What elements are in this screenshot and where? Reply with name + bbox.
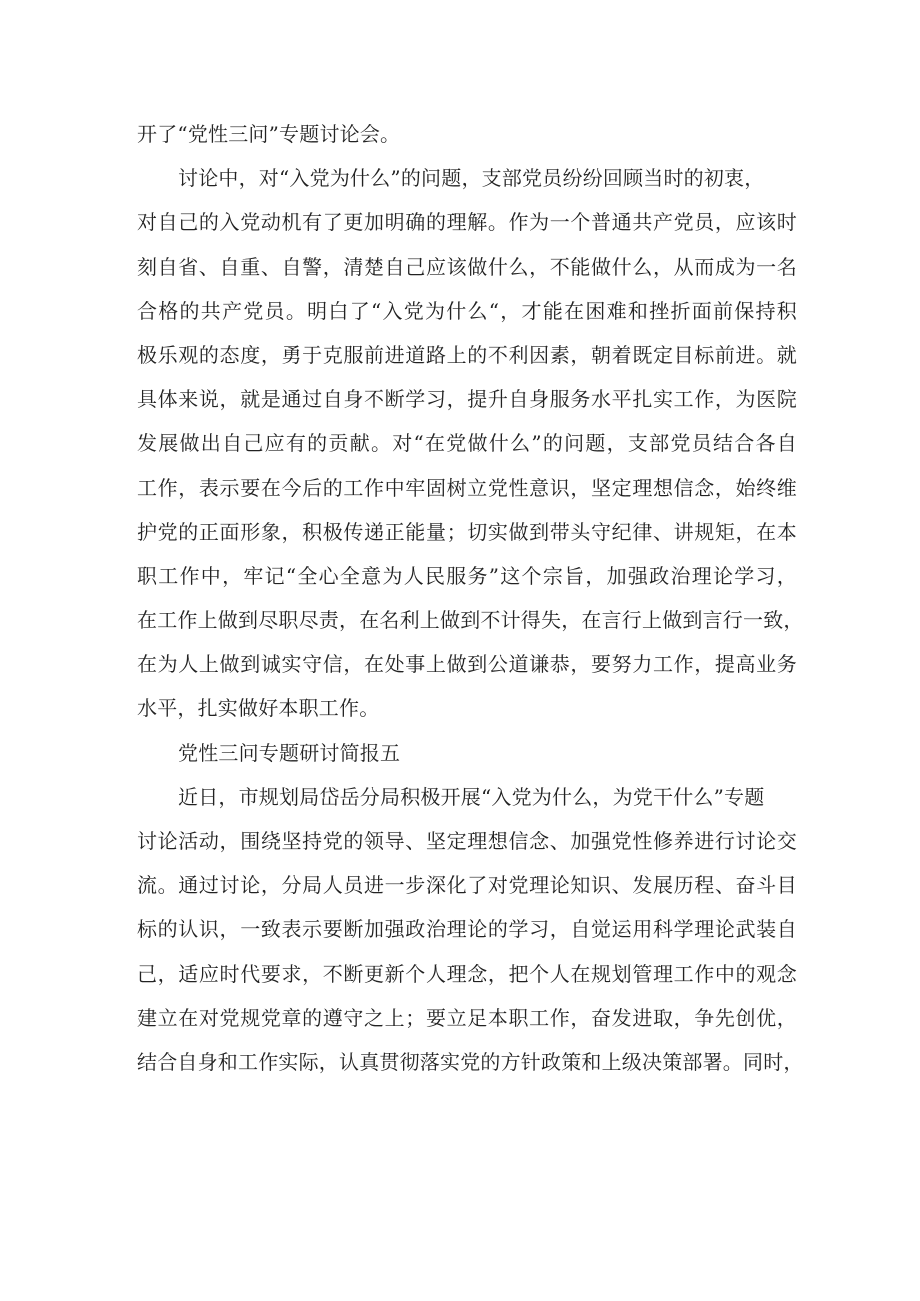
text-line: 水平，扎实做好本职工作。 [137, 696, 380, 721]
text-line: 开了“党性三问”专题讨论会。 [137, 122, 401, 146]
text-line: 己，适应时代要求，不断更新个人理念，把个人在规划管理工作中的观念 [137, 961, 797, 986]
text-line: 建立在对党规党章的遵守之上；要立足本职工作，奋发进取，争先创优， [137, 1005, 797, 1030]
text-line: 护党的正面形象，积极传递正能量；切实做到带头守纪律、讲规矩，在本 [137, 519, 797, 544]
paragraph-start-line: 近日，市规划局岱岳分局积极开展“入党为什么，为党干什么”专题 [178, 784, 765, 809]
text-line: 讨论活动，围绕坚持党的领导、坚定理想信念、加强党性修养进行讨论交 [137, 829, 797, 853]
text-line: 职工作中，牢记“全心全意为人民服务”这个宗旨，加强政治理论学习， [137, 563, 797, 588]
text-line: 合格的共产党员。明白了“入党为什么“，才能在困难和挫折面前保持积 [137, 298, 797, 323]
text-line: 结合自身和工作实际，认真贯彻落实党的方针政策和上级决策部署。同时， [137, 1049, 804, 1074]
document-body [137, 112, 804, 1084]
text-line: 对自己的入党动机有了更加明确的理解。作为一个普通共产党员，应该时 [137, 210, 797, 235]
section-heading: 党性三问专题研讨简报五 [178, 740, 401, 765]
text-line: 发展做出自己应有的贡献。对“在党做什么”的问题，支部党员结合各自 [137, 431, 797, 456]
text-line: 具体来说，就是通过自身不断学习，提升自身服务水平扎实工作，为医院 [137, 387, 797, 412]
text-line: 极乐观的态度，勇于克服前进道路上的不利因素，朝着既定目标前进。就 [137, 342, 797, 367]
text-line: 在工作上做到尽职尽责，在名利上做到不计得失，在言行上做到言行一致， [137, 608, 804, 633]
paragraph-start-line: 讨论中，对“入党为什么”的问题，支部党员纷纷回顾当时的初衷， [178, 166, 765, 191]
text-line: 刻自省、自重、自警，清楚自己应该做什么，不能做什么，从而成为一名 [137, 254, 797, 279]
text-line: 工作，表示要在今后的工作中牢固树立党性意识，坚定理想信念，始终维 [137, 475, 797, 500]
text-line: 标的认识，一致表示要断加强政治理论的学习，自觉运用科学理论武装自 [137, 917, 797, 942]
text-line: 在为人上做到诚实守信，在处事上做到公道谦恭，要努力工作，提高业务 [137, 652, 797, 677]
text-line: 流。通过讨论，分局人员进一步深化了对党理论知识、发展历程、奋斗目 [137, 873, 797, 898]
